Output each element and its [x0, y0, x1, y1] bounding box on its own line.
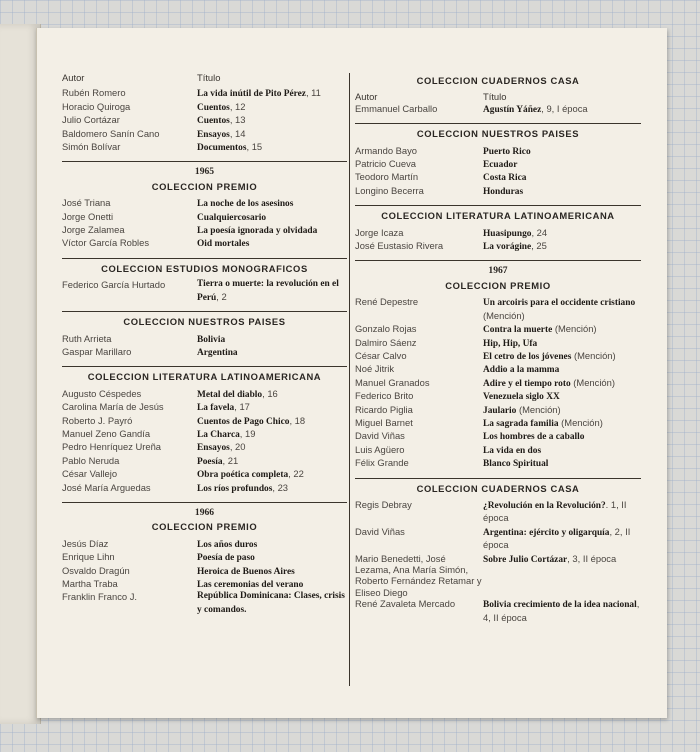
entry-title-text: Bolivia crecimiento de la idea nacional [483, 600, 637, 611]
entry-title-text: Obra poética completa [197, 470, 289, 481]
entry-title [483, 350, 641, 363]
entry-row [62, 455, 347, 468]
entry-title-text: La sagrada familia [483, 418, 559, 429]
premio-1965-section [62, 166, 347, 255]
entry-title-text: La Charca [197, 429, 240, 440]
entry-row [62, 87, 347, 100]
entry-author: Julio Cortázar [62, 114, 120, 126]
entry-row [62, 565, 347, 578]
entry-author: Manuel Granados [355, 376, 430, 388]
entry-author: Franklin Franco J. [62, 591, 138, 603]
entry-author: David Viñas [355, 525, 405, 537]
entry-number: , 14 [229, 127, 246, 139]
entry-author: Noé Jitrik [355, 363, 395, 375]
entry-title-text: Los hombres de a caballo [483, 432, 585, 443]
entry-title-text: Contra la muerte [483, 325, 553, 336]
divider [62, 258, 347, 259]
entry-author: Jorge Onetti [62, 210, 114, 222]
entry-author: Armando Bayo [355, 144, 418, 156]
paises-section [62, 316, 347, 364]
entry-number: , 23 [272, 481, 289, 493]
entry-author: Longino Becerra [355, 184, 424, 196]
entry-title [197, 551, 347, 564]
divider [355, 205, 641, 206]
section-title: COLECCION NUESTROS PAISES [123, 316, 286, 328]
entry-number: , 21 [222, 454, 239, 466]
entry-row [355, 417, 641, 430]
entry-title [197, 279, 347, 304]
left-column [62, 72, 347, 621]
entry-title-text: La vorágine [483, 242, 532, 253]
entry-title [483, 417, 641, 430]
entry-number: . 1, II época [483, 498, 627, 524]
entry-row [355, 598, 641, 625]
entry-row [355, 526, 641, 553]
entry-title [197, 428, 347, 441]
entry-row [62, 237, 347, 250]
entry-title-text: Poesía de paso [197, 553, 255, 564]
section-title: COLECCION LITERATURA LATINOAMERICANA [381, 210, 615, 222]
entry-author: Martha Traba [62, 578, 118, 589]
entry-author: Víctor García Robles [62, 237, 150, 249]
entry-row [355, 363, 641, 376]
divider [355, 123, 641, 124]
divider [62, 366, 347, 367]
entry-number: , 16 [262, 387, 278, 399]
entry-title [483, 526, 641, 553]
entry-title-text: Blanco Spiritual [483, 459, 549, 470]
entry-row [62, 101, 347, 114]
entry-title-text: Honduras [483, 186, 524, 197]
year-heading: 1965 [194, 166, 215, 178]
entry-title [483, 227, 641, 240]
entry-row [62, 468, 347, 481]
entry-author: Pablo Neruda [62, 454, 120, 466]
entry-number: (Mención) [483, 309, 525, 321]
right-column [355, 72, 641, 630]
entry-title-text: Tierra o muerte: la revolución en el Perú [197, 279, 339, 303]
entry-author: Baldomero Sanín Cano [62, 127, 160, 139]
entry-number: , 22 [288, 468, 304, 480]
section-title: COLECCION NUESTROS PAISES [416, 128, 580, 140]
entry-row [62, 578, 347, 591]
entry-title [483, 145, 641, 158]
entry-row [355, 457, 641, 470]
entry-author: Osvaldo Dragún [62, 564, 130, 576]
entry-author: Federico Brito [355, 390, 414, 402]
catalog-page [36, 28, 667, 718]
entry-title-text: La noche de los asesinos [197, 199, 294, 210]
entry-title [197, 101, 347, 114]
entry-title [483, 158, 641, 171]
entry-row [62, 346, 347, 359]
entry-row [62, 224, 347, 237]
entry-number: , 18 [289, 414, 306, 426]
entry-author: José Triana [62, 197, 111, 209]
entry-title-text: Ensayos [197, 129, 230, 140]
entry-row [355, 185, 641, 198]
premio-1966-section [62, 507, 347, 621]
entry-title [197, 346, 347, 359]
entry-number: (Mención) [552, 323, 597, 335]
entry-title [197, 591, 347, 616]
entry-title [483, 171, 641, 184]
entry-title [197, 224, 347, 237]
entry-title [197, 87, 347, 100]
intro-section [62, 72, 347, 159]
divider [62, 161, 347, 162]
entry-row [62, 333, 347, 346]
entry-title-text: República Dominicana: Clases, crisis y comandos. [197, 591, 345, 615]
year-heading: 1967 [488, 265, 508, 277]
entry-number: , 15 [246, 141, 263, 153]
entry-author: Gaspar Marillaro [62, 345, 132, 357]
entry-title [197, 211, 347, 224]
entry-row [355, 377, 641, 390]
entry-number: , 4, II época [483, 598, 640, 623]
previous-page-edge [0, 24, 41, 724]
cuadernos-1966-section [355, 75, 641, 121]
section-title: COLECCION PREMIO [445, 279, 551, 291]
entry-title [483, 296, 641, 323]
entry-number: (Mención) [558, 416, 603, 428]
entry-number: , 13 [229, 114, 246, 126]
literatura-1966-section [355, 210, 641, 258]
entry-number: , 19 [239, 427, 256, 439]
entry-title-text: Documentos [197, 143, 247, 154]
section-title: COLECCION ESTUDIOS MONOGRAFICOS [101, 262, 308, 274]
entry-title-text: Sobre Julio Cortázar [483, 554, 568, 565]
entry-row [355, 296, 641, 323]
entry-title [483, 103, 641, 116]
entry-title-text: Venezuela siglo XX [483, 392, 560, 403]
entry-author: Ricardo Piglia [355, 403, 413, 415]
author-header: Autor [355, 91, 378, 103]
entry-author: Manuel Zeno Gandía [62, 427, 151, 439]
entry-row [62, 551, 347, 564]
entry-title-text: La poesía ignorada y olvidada [197, 226, 318, 237]
divider [355, 260, 641, 261]
entry-number: , 24 [531, 226, 548, 238]
entry-number: , 9, I época [541, 102, 588, 114]
entry-title-text: La vida inútil de Pito Pérez [197, 89, 306, 100]
premio-1967-section [355, 265, 641, 475]
entry-row [355, 430, 641, 443]
entry-title [197, 128, 347, 141]
entry-row [62, 114, 347, 127]
entry-title [197, 441, 347, 454]
entry-title [197, 415, 347, 428]
entry-row [355, 499, 641, 526]
title-header: Título [483, 91, 507, 103]
entry-author: Rubén Romero [62, 87, 126, 99]
divider [62, 502, 347, 503]
entry-title-text: Puerto Rico [483, 146, 531, 157]
entry-row [355, 323, 641, 336]
entry-author: René Depestre [355, 296, 419, 308]
entry-title-text: Poesía [197, 456, 223, 467]
entry-number: , 17 [234, 401, 250, 413]
entry-number: (Mención) [570, 376, 615, 388]
entry-title-text: Las ceremonias del verano [197, 580, 304, 590]
entry-title-text: Agustín Yáñez [483, 104, 542, 115]
author-header: Autor [62, 72, 85, 83]
entry-row [62, 428, 347, 441]
entry-author: Federico García Hurtado [62, 279, 166, 291]
entry-title-text: Jaulario [483, 405, 517, 416]
entry-author: David Viñas [355, 430, 405, 442]
entry-number: , 3, II época [567, 552, 617, 564]
entry-row [355, 227, 641, 240]
section-title: COLECCION LITERATURA LATINOAMERICANA [87, 371, 322, 383]
entry-number: , 12 [229, 100, 246, 112]
entry-row [62, 197, 347, 210]
entry-title-text: Ecuador [483, 160, 518, 171]
entry-row [62, 279, 347, 304]
entry-row [355, 337, 641, 350]
entry-title-text: La favela [197, 403, 235, 414]
entry-title-text: Adire y el tiempo roto [483, 378, 571, 389]
entry-title-text: Addio a la mamma [483, 365, 560, 376]
entry-title [483, 499, 641, 526]
entry-title-text: Cuentos [197, 116, 230, 127]
section-title: COLECCION PREMIO [151, 521, 258, 533]
entry-row [62, 441, 347, 454]
entry-title [483, 185, 641, 198]
entry-author: Enrique Lihn [62, 551, 115, 563]
entry-row [355, 171, 641, 184]
entry-title [197, 401, 347, 414]
entry-title-text: Metal del diablo [197, 389, 263, 400]
entry-title [483, 363, 641, 376]
entry-author: Jorge Zalamea [62, 224, 125, 236]
column-divider [349, 73, 350, 686]
entry-row [62, 141, 347, 154]
divider [355, 478, 641, 479]
year-heading: 1966 [194, 506, 215, 518]
entry-author: Simón Bolívar [62, 141, 121, 153]
entry-row [355, 350, 641, 363]
entry-number: , 11 [305, 87, 321, 99]
entry-title [483, 404, 641, 417]
section-title: COLECCION CUADERNOS CASA [416, 75, 580, 86]
entry-number: , 20 [229, 441, 246, 453]
title-header: Título [197, 72, 221, 83]
entry-author: Dalmiro Sáenz [355, 336, 417, 348]
entry-title-text: Hip, Hip, Ufa [483, 338, 538, 349]
entry-row [62, 388, 347, 401]
entry-title [197, 114, 347, 127]
entry-title-text: El cetro de los jóvenes [483, 351, 572, 362]
entry-author: Emmanuel Carballo [355, 102, 438, 114]
entry-title-text: Un arcoiris para el occidente cristiano [483, 298, 636, 309]
entry-title-text: Los ríos profundos [197, 483, 273, 494]
entry-title-text: Oid mortales [197, 239, 250, 250]
entry-author: Jorge Icaza [355, 226, 404, 238]
entry-row [355, 103, 641, 116]
entry-title [197, 455, 347, 468]
entry-title [483, 390, 641, 403]
entry-title-text: Los años duros [197, 539, 258, 550]
entry-author: Roberto J. Payró [62, 414, 133, 426]
entry-title-text: ¿Revolución en la Revolución? [483, 500, 606, 511]
entry-author: Augusto Céspedes [62, 387, 142, 399]
entry-author: Gonzalo Rojas [355, 323, 417, 335]
entry-row [355, 240, 641, 253]
literatura-section [62, 371, 347, 500]
entry-number: , 2, II época [483, 525, 631, 551]
estudios-section [62, 263, 347, 309]
entry-row [355, 390, 641, 403]
entry-title [483, 598, 641, 625]
entry-title [483, 240, 641, 253]
entry-author: César Vallejo [62, 468, 118, 480]
section-title: COLECCION CUADERNOS CASA [416, 482, 580, 494]
entry-author: Carolina María de Jesús [62, 401, 164, 413]
entry-author: Regis Debray [355, 498, 412, 510]
entry-number: (Mención) [571, 349, 616, 361]
entry-row [62, 591, 347, 616]
entry-row [355, 145, 641, 158]
entry-row [62, 211, 347, 224]
entry-author: Félix Grande [355, 457, 409, 469]
entry-row [62, 538, 347, 551]
cuadernos-1967-section [355, 483, 641, 630]
entry-title [197, 197, 347, 210]
entry-title [197, 538, 347, 551]
entry-title [197, 388, 347, 401]
entry-title-text: Bolivia [197, 334, 226, 345]
entry-title [483, 337, 641, 350]
entry-number: (Mención) [516, 403, 561, 415]
entry-author: Jesús Díaz [62, 537, 109, 549]
entry-author: Mario Benedetti, José Lezama, Ana María Simón, Roberto Fernández Retamar y Eliseo Diego [355, 552, 482, 598]
entry-author: Luis Agüero [355, 443, 405, 455]
entry-author: César Calvo [355, 349, 407, 361]
entry-number: , 2 [216, 290, 227, 302]
entry-number: , 25 [531, 240, 547, 252]
entry-author: Pedro Henríquez Ureña [62, 441, 162, 453]
column-header [62, 72, 347, 83]
entry-title [483, 430, 641, 443]
entry-title [483, 553, 641, 599]
entry-title [483, 457, 641, 470]
entry-title-text: Argentina [197, 347, 238, 358]
entry-title-text: Ensayos [197, 443, 230, 454]
column-header [355, 91, 641, 102]
entry-row [62, 482, 347, 495]
entry-author: René Zavaleta Mercado [355, 598, 456, 610]
entry-row [62, 415, 347, 428]
entry-title [197, 468, 347, 481]
paises-1966-section [355, 128, 641, 203]
entry-row [355, 444, 641, 457]
entry-author: José Eustasio Rivera [355, 240, 444, 252]
entry-title-text: Costa Rica [483, 173, 527, 184]
entry-title [483, 444, 641, 457]
entry-title-text: Argentina: ejército y oligarquía [483, 527, 610, 538]
entry-row [355, 158, 641, 171]
entry-title [197, 578, 347, 591]
divider [62, 311, 347, 312]
entry-author: José María Arguedas [62, 481, 151, 493]
entry-title [197, 333, 347, 346]
section-title: COLECCION PREMIO [151, 180, 258, 192]
entry-title [197, 141, 347, 154]
entry-title-text: Huasipungo [483, 228, 532, 239]
entry-title-text: Heroica de Buenos Aires [197, 566, 295, 577]
entry-title-text: Cuentos de Pago Chico [197, 416, 290, 427]
entry-title [197, 565, 347, 578]
entry-row [355, 553, 641, 599]
entry-author: Ruth Arrieta [62, 332, 112, 344]
entry-author: Miguel Barnet [355, 416, 413, 428]
entry-row [62, 401, 347, 414]
entry-title [483, 323, 641, 336]
entry-author: Teodoro Martín [355, 171, 419, 183]
entry-author: Patricio Cueva [355, 158, 416, 170]
entry-title [197, 482, 347, 495]
entry-row [355, 404, 641, 417]
entry-title-text: La vida en dos [483, 445, 542, 456]
entry-title [197, 237, 347, 250]
entry-title-text: Cualquiercosario [197, 212, 267, 223]
entry-row [62, 128, 347, 141]
entry-author: Horacio Quiroga [62, 100, 131, 112]
entry-title [483, 377, 641, 390]
entry-title-text: Cuentos [197, 102, 230, 113]
